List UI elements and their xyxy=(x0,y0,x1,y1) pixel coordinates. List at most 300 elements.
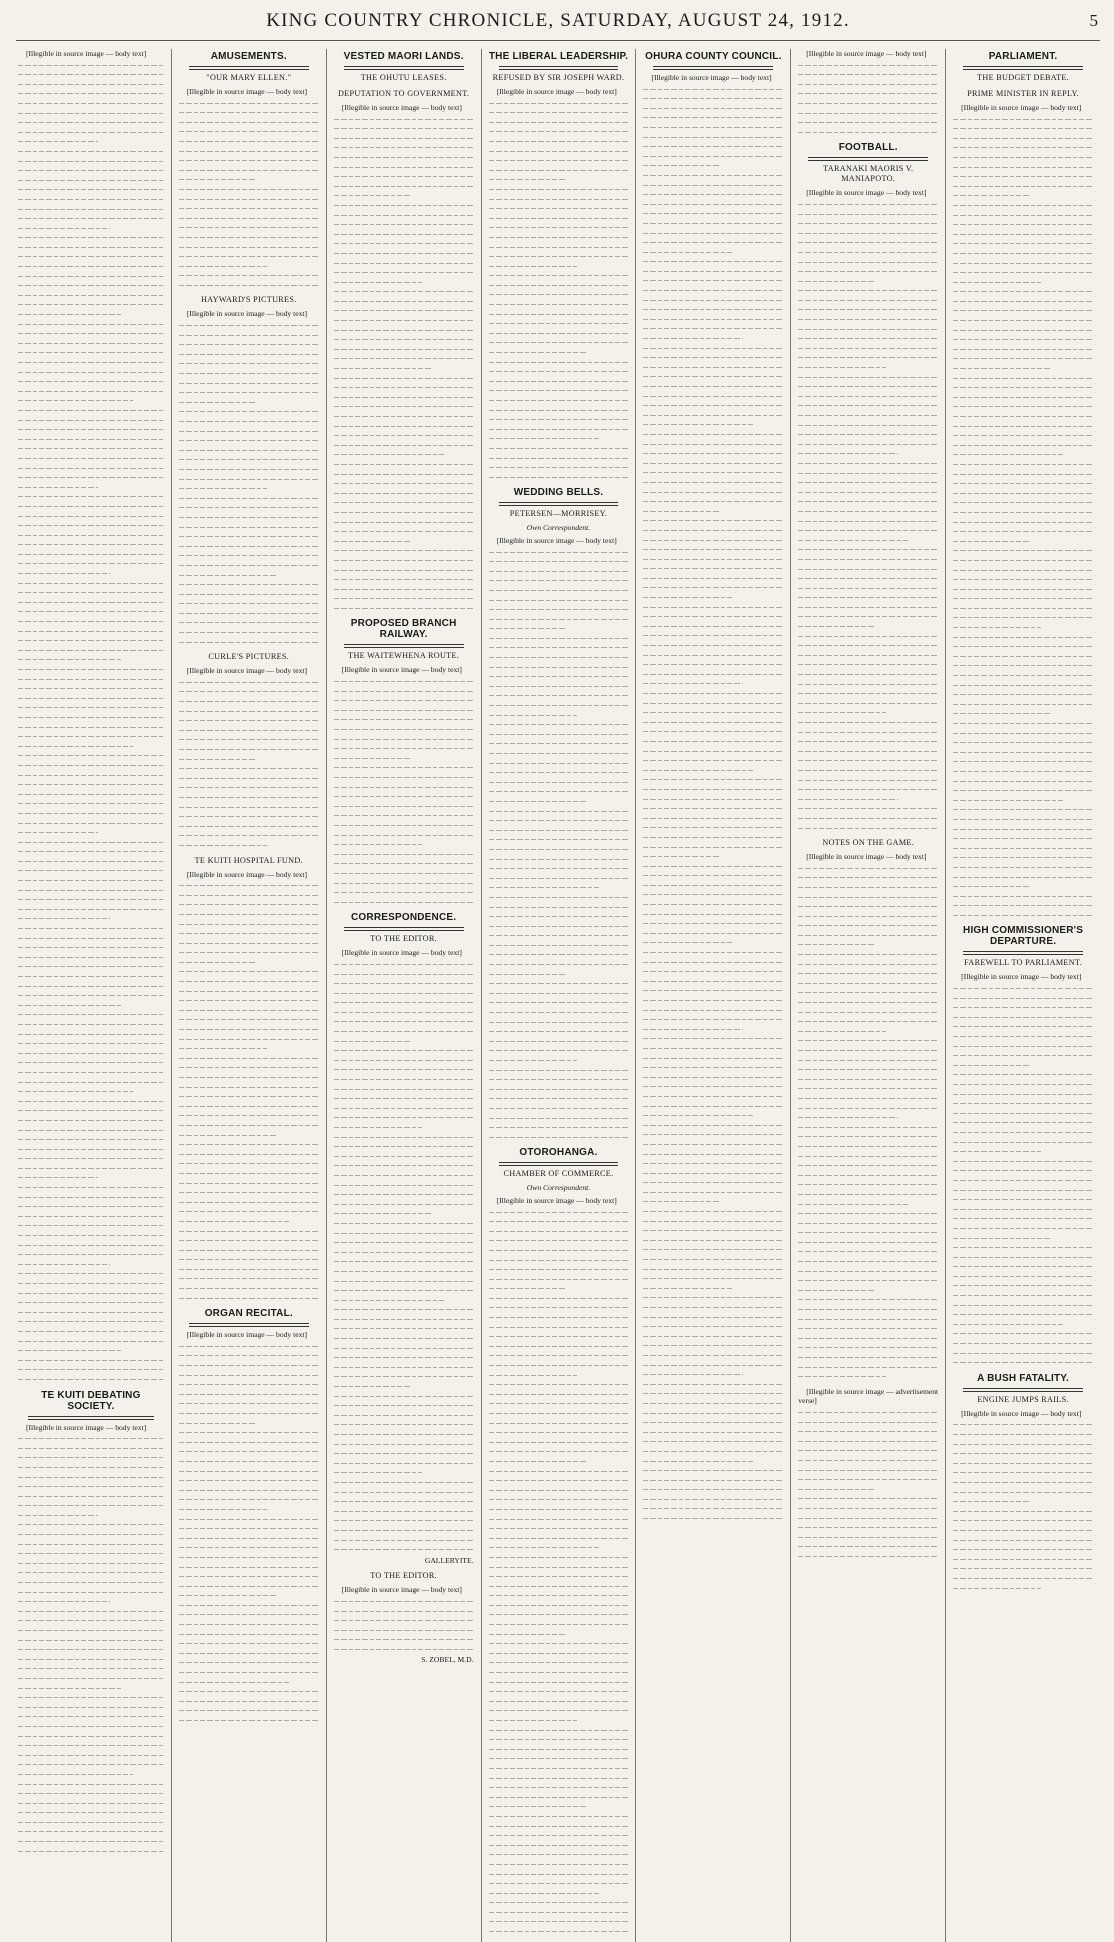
text-line xyxy=(798,911,938,921)
text-line xyxy=(334,1007,474,1017)
text-line xyxy=(18,1105,164,1115)
text-line xyxy=(643,1005,783,1015)
text-line xyxy=(798,1333,938,1343)
text-line xyxy=(179,1696,319,1706)
text-line xyxy=(179,1542,319,1552)
column-2 xyxy=(171,49,326,1942)
text-line xyxy=(643,918,783,928)
text-line xyxy=(798,458,938,468)
text-line xyxy=(334,772,474,782)
text-line xyxy=(18,1836,164,1846)
text-line xyxy=(18,424,164,434)
text-line xyxy=(643,1254,783,1264)
text-line xyxy=(643,170,783,180)
text-line xyxy=(643,650,783,660)
text-line xyxy=(798,60,938,70)
text-line xyxy=(18,1462,164,1472)
article-body-text xyxy=(489,98,629,482)
text-line xyxy=(798,1160,938,1170)
article-body-text xyxy=(18,60,164,1384)
text-line xyxy=(179,1350,319,1360)
text-line xyxy=(953,1506,1093,1516)
text-line xyxy=(489,786,629,796)
text-line xyxy=(334,344,474,354)
text-line xyxy=(179,1091,319,1101)
text-line xyxy=(179,1638,319,1648)
text-line xyxy=(953,1233,1052,1243)
text-line xyxy=(489,1792,629,1802)
text-line xyxy=(489,825,629,835)
article-body-text xyxy=(953,114,1093,920)
text-line xyxy=(643,1398,783,1408)
text-line xyxy=(798,650,938,660)
text-line xyxy=(334,593,474,603)
text-line xyxy=(489,1533,629,1543)
text-line xyxy=(643,813,783,823)
text-line xyxy=(179,213,319,223)
text-line xyxy=(953,1357,1093,1367)
text-line xyxy=(18,1211,164,1221)
text-line xyxy=(489,385,629,395)
text-line xyxy=(489,165,629,175)
text-line xyxy=(334,1391,474,1401)
text-line xyxy=(334,1458,474,1468)
article-subhead: HAYWARD'S PICTURES. xyxy=(200,295,297,305)
text-line xyxy=(179,232,319,242)
text-line xyxy=(798,228,938,238)
text-line xyxy=(18,1316,164,1326)
article-byline: Own Correspondent. xyxy=(526,1183,591,1193)
text-line xyxy=(798,1131,938,1141)
text-line xyxy=(953,766,1093,776)
text-line xyxy=(798,1426,938,1436)
text-line xyxy=(643,774,783,784)
text-line xyxy=(798,765,938,775)
text-line xyxy=(179,734,319,744)
text-line xyxy=(334,714,474,724)
text-line xyxy=(334,849,474,859)
text-line xyxy=(643,1149,783,1159)
text-line xyxy=(798,506,938,516)
text-line xyxy=(334,478,474,488)
masthead-title: KING COUNTRY CHRONICLE, SATURDAY, AUGUST 24, 1912. xyxy=(266,10,850,31)
text-line xyxy=(643,314,783,324)
article xyxy=(334,1571,474,1665)
text-line xyxy=(179,1677,289,1687)
text-line xyxy=(18,549,164,559)
text-line xyxy=(643,1369,742,1379)
article-body-note: [Illegible in source image — body text] xyxy=(341,665,462,675)
text-line xyxy=(643,611,783,621)
article xyxy=(179,856,319,1303)
article-headline: AMUSEMENTS. xyxy=(210,51,287,62)
text-line xyxy=(334,988,474,998)
text-line xyxy=(643,1225,783,1235)
text-line xyxy=(643,208,783,218)
text-line xyxy=(489,443,629,453)
text-line xyxy=(489,222,629,232)
article-body-text xyxy=(953,1419,1093,1592)
text-line xyxy=(489,623,566,633)
text-line xyxy=(179,1629,319,1639)
text-line xyxy=(643,851,720,861)
text-line xyxy=(489,978,629,988)
text-line xyxy=(798,209,938,219)
text-line xyxy=(798,199,938,209)
text-line xyxy=(643,1436,783,1446)
text-line xyxy=(953,1175,1093,1185)
text-line xyxy=(18,1519,164,1529)
article-body-text xyxy=(18,1433,164,1855)
text-line xyxy=(953,795,1063,805)
text-line xyxy=(643,132,783,142)
text-line xyxy=(179,1168,319,1178)
text-line xyxy=(643,429,783,439)
text-line xyxy=(179,821,319,831)
text-line xyxy=(643,487,783,497)
text-line xyxy=(489,1638,629,1648)
text-line xyxy=(798,901,938,911)
text-line xyxy=(798,1352,938,1362)
text-line xyxy=(643,1216,783,1226)
text-line xyxy=(798,79,938,89)
text-line xyxy=(489,251,629,261)
text-line xyxy=(489,146,629,156)
text-line xyxy=(489,1504,629,1514)
text-line xyxy=(953,756,1093,766)
text-line xyxy=(798,554,938,564)
text-line xyxy=(18,1577,164,1587)
text-line xyxy=(489,1926,629,1936)
text-line xyxy=(179,435,319,445)
text-line xyxy=(489,213,629,223)
text-line xyxy=(643,1340,783,1350)
text-line xyxy=(489,873,629,883)
text-line xyxy=(643,458,783,468)
text-line xyxy=(489,1370,577,1380)
text-line xyxy=(334,753,411,763)
text-line xyxy=(18,1192,164,1202)
text-line xyxy=(643,1235,783,1245)
text-line xyxy=(18,1567,164,1577)
text-line xyxy=(489,1609,629,1619)
text-line xyxy=(489,357,629,367)
article-headline: TE KUITI DEBATING SOCIETY. xyxy=(41,1389,141,1412)
text-line xyxy=(18,156,164,166)
article-body-text xyxy=(798,863,938,1381)
text-line xyxy=(334,1615,474,1625)
text-line xyxy=(798,1256,938,1266)
text-line xyxy=(334,200,474,210)
text-line xyxy=(179,416,319,426)
text-line xyxy=(18,395,133,405)
text-line xyxy=(489,1657,629,1667)
text-line xyxy=(953,238,1093,248)
text-line xyxy=(953,258,1093,268)
text-line xyxy=(798,1323,938,1333)
text-line xyxy=(953,344,1093,354)
text-line xyxy=(489,453,629,463)
text-line xyxy=(334,258,474,268)
text-line xyxy=(953,296,1093,306)
text-line xyxy=(489,1840,629,1850)
text-line xyxy=(18,1345,122,1355)
text-line xyxy=(334,517,474,527)
text-line xyxy=(334,1237,474,1247)
text-line xyxy=(953,910,1093,920)
text-line xyxy=(643,266,783,276)
text-line xyxy=(334,1247,474,1257)
text-line xyxy=(953,804,1093,814)
text-line xyxy=(18,223,110,233)
text-line xyxy=(179,165,319,175)
text-line xyxy=(179,126,319,136)
text-line xyxy=(179,947,319,957)
text-line xyxy=(18,885,164,895)
text-line xyxy=(489,1590,629,1600)
text-line xyxy=(489,1312,629,1322)
article-headline: FOOTBALL. xyxy=(838,142,898,154)
text-line xyxy=(643,995,783,1005)
text-line xyxy=(643,1024,742,1034)
text-line xyxy=(334,315,474,325)
text-line xyxy=(953,526,1093,536)
text-line xyxy=(489,1466,629,1476)
text-line xyxy=(643,1379,783,1389)
text-line xyxy=(489,1907,629,1917)
text-line xyxy=(334,1634,474,1644)
text-line xyxy=(643,1350,783,1360)
text-line xyxy=(489,1514,629,1524)
text-line xyxy=(643,784,783,794)
text-line xyxy=(798,602,938,612)
text-line xyxy=(179,928,319,938)
text-line xyxy=(18,1529,164,1539)
text-line xyxy=(643,765,753,775)
text-line xyxy=(179,397,256,407)
text-line xyxy=(798,736,938,746)
text-line xyxy=(334,181,474,191)
text-line xyxy=(798,448,897,458)
text-line xyxy=(798,727,938,737)
column-6 xyxy=(790,49,945,1942)
text-line xyxy=(489,988,629,998)
text-line xyxy=(489,1322,629,1332)
text-line xyxy=(953,718,1093,728)
text-line xyxy=(18,961,164,971)
text-line xyxy=(334,1084,474,1094)
text-line xyxy=(953,1535,1093,1545)
text-line xyxy=(334,1036,411,1046)
text-line xyxy=(798,1218,938,1228)
text-line xyxy=(489,604,629,614)
text-line xyxy=(18,261,164,271)
text-line xyxy=(643,1244,783,1254)
article-body-text xyxy=(798,60,938,137)
text-line xyxy=(18,511,164,521)
text-line xyxy=(798,978,938,988)
text-line xyxy=(489,136,629,146)
text-line xyxy=(953,983,1093,993)
article xyxy=(643,51,783,1523)
text-line xyxy=(334,1218,474,1228)
text-line xyxy=(953,1213,1093,1223)
text-line xyxy=(334,1208,433,1218)
text-line xyxy=(489,1705,629,1715)
article-body-text xyxy=(179,677,319,850)
text-line xyxy=(489,1331,629,1341)
text-line xyxy=(643,323,783,333)
text-line xyxy=(489,1036,629,1046)
text-line xyxy=(643,275,783,285)
text-line xyxy=(643,1388,783,1398)
text-line xyxy=(798,1445,938,1455)
text-line xyxy=(953,536,1030,546)
headline-rule xyxy=(28,1416,154,1420)
text-line xyxy=(18,750,164,760)
text-line xyxy=(798,1246,938,1256)
text-line xyxy=(334,1141,474,1151)
text-line xyxy=(798,1189,938,1199)
text-line xyxy=(334,1093,474,1103)
text-line xyxy=(798,88,938,98)
text-line xyxy=(643,957,783,967)
text-line xyxy=(489,395,629,405)
text-line xyxy=(798,1304,938,1314)
text-line xyxy=(489,1725,629,1735)
text-line xyxy=(643,160,720,170)
text-line xyxy=(179,1139,319,1149)
article-subhead: CHAMBER OF COMMERCE. xyxy=(503,1169,614,1179)
text-line xyxy=(489,1897,629,1907)
text-line xyxy=(798,295,938,305)
text-line xyxy=(18,1268,164,1278)
text-line xyxy=(953,1031,1093,1041)
text-line xyxy=(953,1554,1093,1564)
text-line xyxy=(798,1342,938,1352)
text-line xyxy=(798,872,938,882)
text-line xyxy=(179,1216,289,1226)
text-line xyxy=(334,382,474,392)
text-line xyxy=(489,729,629,739)
text-line xyxy=(179,512,319,522)
text-line xyxy=(798,1055,938,1065)
text-line xyxy=(179,1648,319,1658)
text-line xyxy=(953,411,1093,421)
text-line xyxy=(953,152,1093,162)
text-line xyxy=(798,997,938,1007)
text-line xyxy=(489,1869,629,1879)
text-line xyxy=(179,1110,319,1120)
text-line xyxy=(489,1055,577,1065)
text-line xyxy=(643,698,783,708)
article xyxy=(179,1308,319,1724)
text-line xyxy=(798,823,938,833)
text-line xyxy=(334,1625,474,1635)
text-line xyxy=(179,840,267,850)
text-line xyxy=(18,530,164,540)
text-line xyxy=(179,1581,319,1591)
headline-rule xyxy=(963,951,1083,955)
text-line xyxy=(334,1064,474,1074)
text-line xyxy=(18,213,164,223)
column-5 xyxy=(635,49,790,1942)
text-line xyxy=(18,1278,164,1288)
text-line xyxy=(179,560,319,570)
text-line xyxy=(18,1374,164,1384)
text-line xyxy=(179,1273,319,1283)
text-line xyxy=(643,1053,783,1063)
text-line xyxy=(798,1285,875,1295)
text-line xyxy=(489,595,629,605)
text-line xyxy=(334,1170,474,1180)
text-line xyxy=(798,1541,938,1551)
text-line xyxy=(334,392,474,402)
text-line xyxy=(953,1515,1093,1525)
article xyxy=(798,142,938,832)
text-line xyxy=(643,515,783,525)
text-line xyxy=(334,1228,474,1238)
text-line xyxy=(179,146,319,156)
text-line xyxy=(18,741,133,751)
text-line xyxy=(489,1773,629,1783)
text-line xyxy=(18,108,164,118)
text-line xyxy=(643,889,783,899)
text-line xyxy=(489,806,629,816)
text-line xyxy=(334,277,422,287)
text-line xyxy=(179,706,319,716)
text-line xyxy=(334,1362,474,1372)
headline-rule xyxy=(963,66,1083,70)
text-line xyxy=(334,1180,474,1190)
text-line xyxy=(18,127,164,137)
text-line xyxy=(953,1328,1093,1338)
text-line xyxy=(798,717,938,727)
text-line xyxy=(179,782,319,792)
text-line xyxy=(179,1456,319,1466)
text-line xyxy=(18,712,164,722)
text-line xyxy=(489,289,629,299)
text-line xyxy=(643,1129,783,1139)
text-line xyxy=(953,1117,1093,1127)
text-line xyxy=(334,686,474,696)
text-line xyxy=(953,900,1093,910)
text-line xyxy=(643,381,783,391)
text-line xyxy=(798,1093,938,1103)
text-line xyxy=(18,645,164,655)
article-body-text xyxy=(179,1341,319,1725)
text-line xyxy=(18,1740,164,1750)
text-line xyxy=(334,868,474,878)
text-line xyxy=(489,1113,629,1123)
text-line xyxy=(489,1821,629,1831)
text-line xyxy=(179,598,319,608)
text-line xyxy=(18,1798,164,1808)
text-line xyxy=(643,496,783,506)
text-line xyxy=(489,1801,588,1811)
text-line xyxy=(489,556,629,566)
text-line xyxy=(334,1199,474,1209)
text-line xyxy=(798,592,938,602)
text-line xyxy=(489,309,629,319)
text-line xyxy=(643,304,783,314)
article-body-note: [Illegible in source image — body text] xyxy=(496,535,617,545)
text-line xyxy=(798,1045,938,1055)
text-line xyxy=(334,1535,474,1545)
text-line xyxy=(953,1069,1093,1079)
text-line xyxy=(953,1419,1093,1429)
article-subhead: "OUR MARY ELLEN." xyxy=(206,73,292,82)
